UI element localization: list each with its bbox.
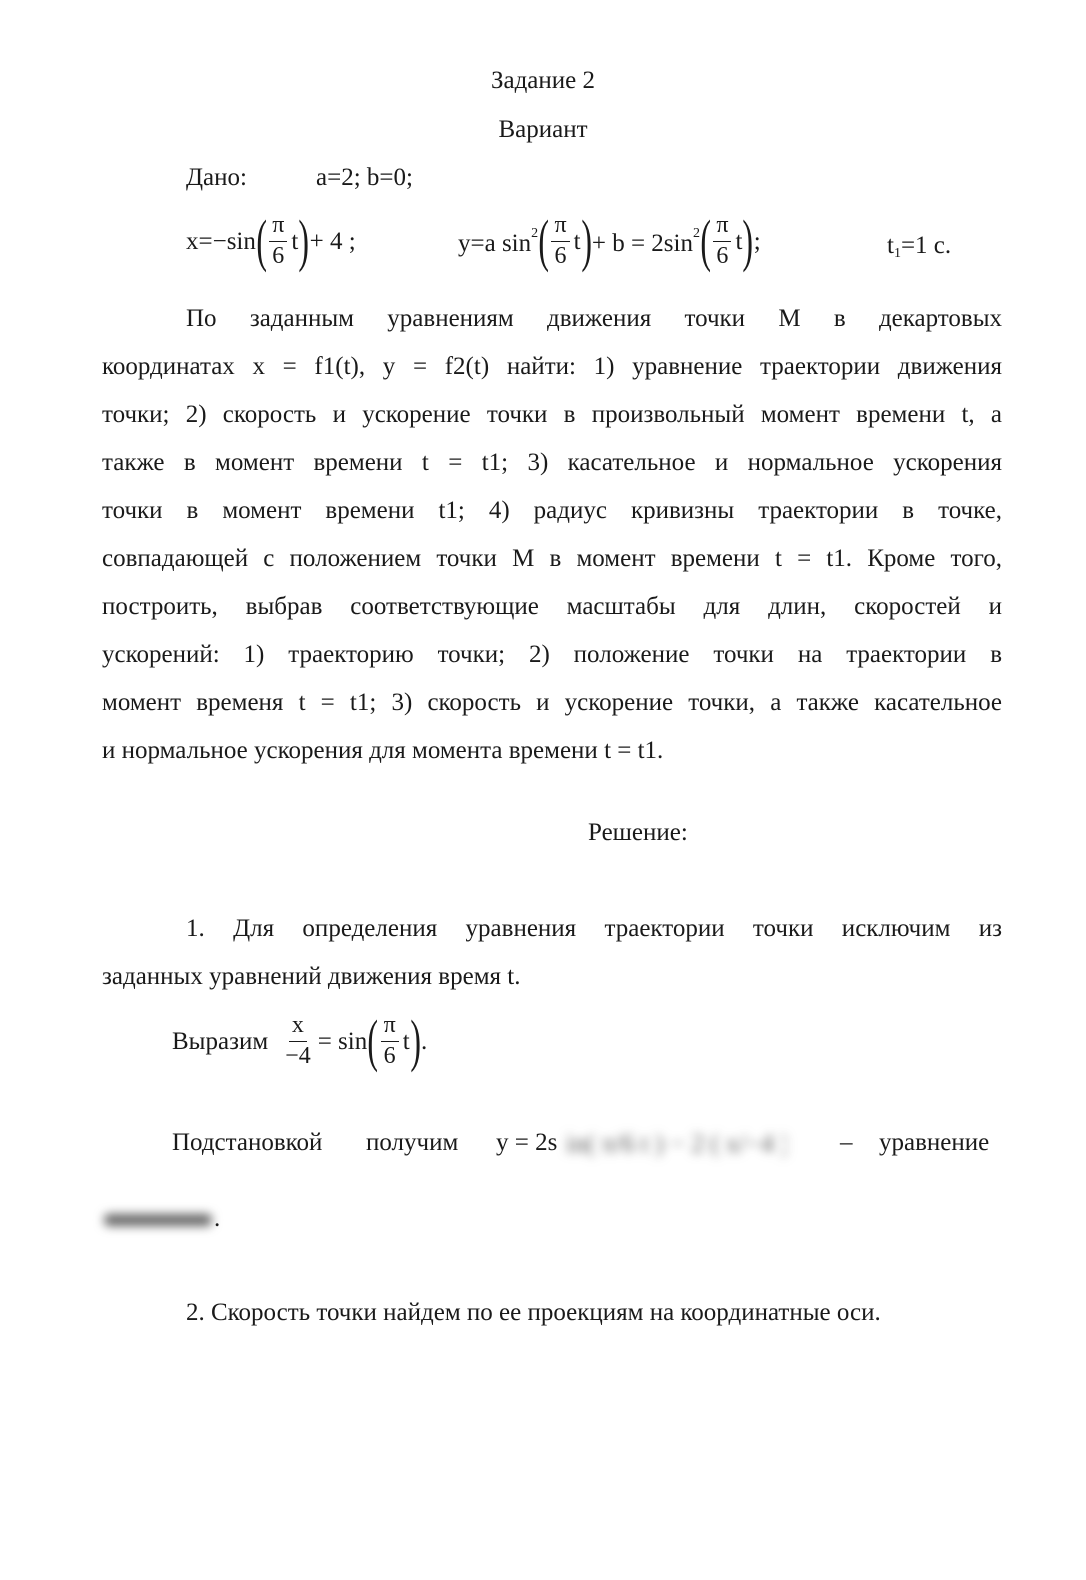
given-label: Дано: (186, 164, 247, 191)
y-frac2-den: 6 (716, 242, 729, 269)
express-den: −4 (285, 1042, 311, 1069)
task-line-1: По заданным уравнениям движения точки М в декартовых (186, 305, 1002, 332)
task-line-5: точки в момент времени t1; 4) радиус кривизны траектории в точке, (102, 497, 1002, 524)
express-var: t (402, 1027, 410, 1055)
express-formula (172, 1008, 428, 1073)
solution-heading: Решение: (588, 819, 688, 846)
subst-tail: уравнение (879, 1129, 990, 1156)
left-paren: ( (256, 208, 267, 273)
subst-dash: – (840, 1129, 853, 1156)
blurred-word (102, 1204, 214, 1232)
express-end: . (420, 1027, 428, 1055)
express-fraction-2 (381, 1013, 399, 1068)
y-var-2: t (735, 227, 743, 255)
y-end: ; (753, 227, 761, 255)
subst-period: . (214, 1205, 221, 1232)
x-fraction (269, 213, 287, 268)
express-label: Выразим (172, 1027, 269, 1055)
y-fraction (551, 213, 569, 268)
task-line-6: совпадающей с положением точки М в момент времени t = t1. Кроме того, (102, 545, 1002, 572)
task-line-4: также в момент времени t = t1; 3) касательное и нормальное ускорения (102, 449, 1002, 476)
step1-line-1: 1. Для определения уравнения траектории точки исключим из (186, 915, 1002, 942)
express-num: x (289, 1013, 307, 1041)
y-equation (458, 208, 761, 273)
task-line-3: точки; 2) скорость и ускорение точки в произвольный момент времени t, а (102, 401, 1002, 428)
y-fraction-2 (713, 213, 731, 268)
express-eq: = sin (317, 1027, 368, 1055)
task-line-8: ускорений: 1) траекторию точки; 2) положение точки на траектории в (102, 641, 1002, 668)
x-lhs: x=−sin (186, 227, 256, 255)
t1-value: $t_1=1$ с. (887, 232, 952, 261)
y-mid: + $b = 2\sin^2$ (591, 225, 700, 257)
left-paren: ( (700, 208, 711, 273)
express-frac-den: 6 (383, 1042, 396, 1069)
y-var: t (573, 227, 581, 255)
task-line-10: и нормальное ускорения для момента времени t = t1. (102, 737, 664, 764)
left-paren: ( (538, 208, 550, 273)
express-fraction (282, 1013, 314, 1068)
x-rhs: + 4 ; (309, 227, 356, 255)
subst-label: Подстановкой (172, 1129, 323, 1156)
step1-line-2: заданных уравнений движения время t. (102, 963, 521, 990)
right-paren: ) (742, 208, 754, 273)
step2-line: 2. Скорость точки найдем по ее проекциям на координатные оси. (186, 1299, 881, 1326)
task-line-2: координатах x = f1(t), y = f2(t) найти: 1) уравнение траектории движения (102, 353, 1002, 380)
right-paren: ) (298, 208, 310, 273)
y-frac-den: 6 (554, 242, 567, 269)
express-frac-num: π (381, 1013, 399, 1041)
task-line-9: момент временя t = t1; 3) скорость и ускорение точки, а также касательное (102, 689, 1002, 716)
left-paren: ( (367, 1008, 379, 1073)
x-equation (186, 208, 356, 273)
task-line-7: построить, выбрав соответствующие масштабы для длин, скоростей и (102, 593, 1002, 620)
subst-formula: y = 2s (496, 1129, 558, 1156)
y-frac-num: π (551, 213, 569, 241)
right-paren: ) (409, 1008, 421, 1073)
svg-text:in( π/6 t ) − 2 ( x/−4 )²: in( π/6 t ) − 2 ( x/−4 )² (566, 1129, 786, 1158)
y-lhs: y=a $\sin^2$ (458, 225, 539, 257)
variant-label: Вариант (498, 116, 588, 143)
x-var: t (291, 227, 299, 255)
y-frac2-num: π (713, 213, 731, 241)
blurred-formula (566, 1110, 786, 1176)
right-paren: ) (580, 208, 592, 273)
given-params: a=2; b=0; (316, 164, 413, 191)
x-frac-den: 6 (272, 242, 285, 269)
subst-word: получим (366, 1129, 459, 1156)
page-title: Задание 2 (490, 67, 596, 94)
x-frac-num: π (269, 213, 287, 241)
